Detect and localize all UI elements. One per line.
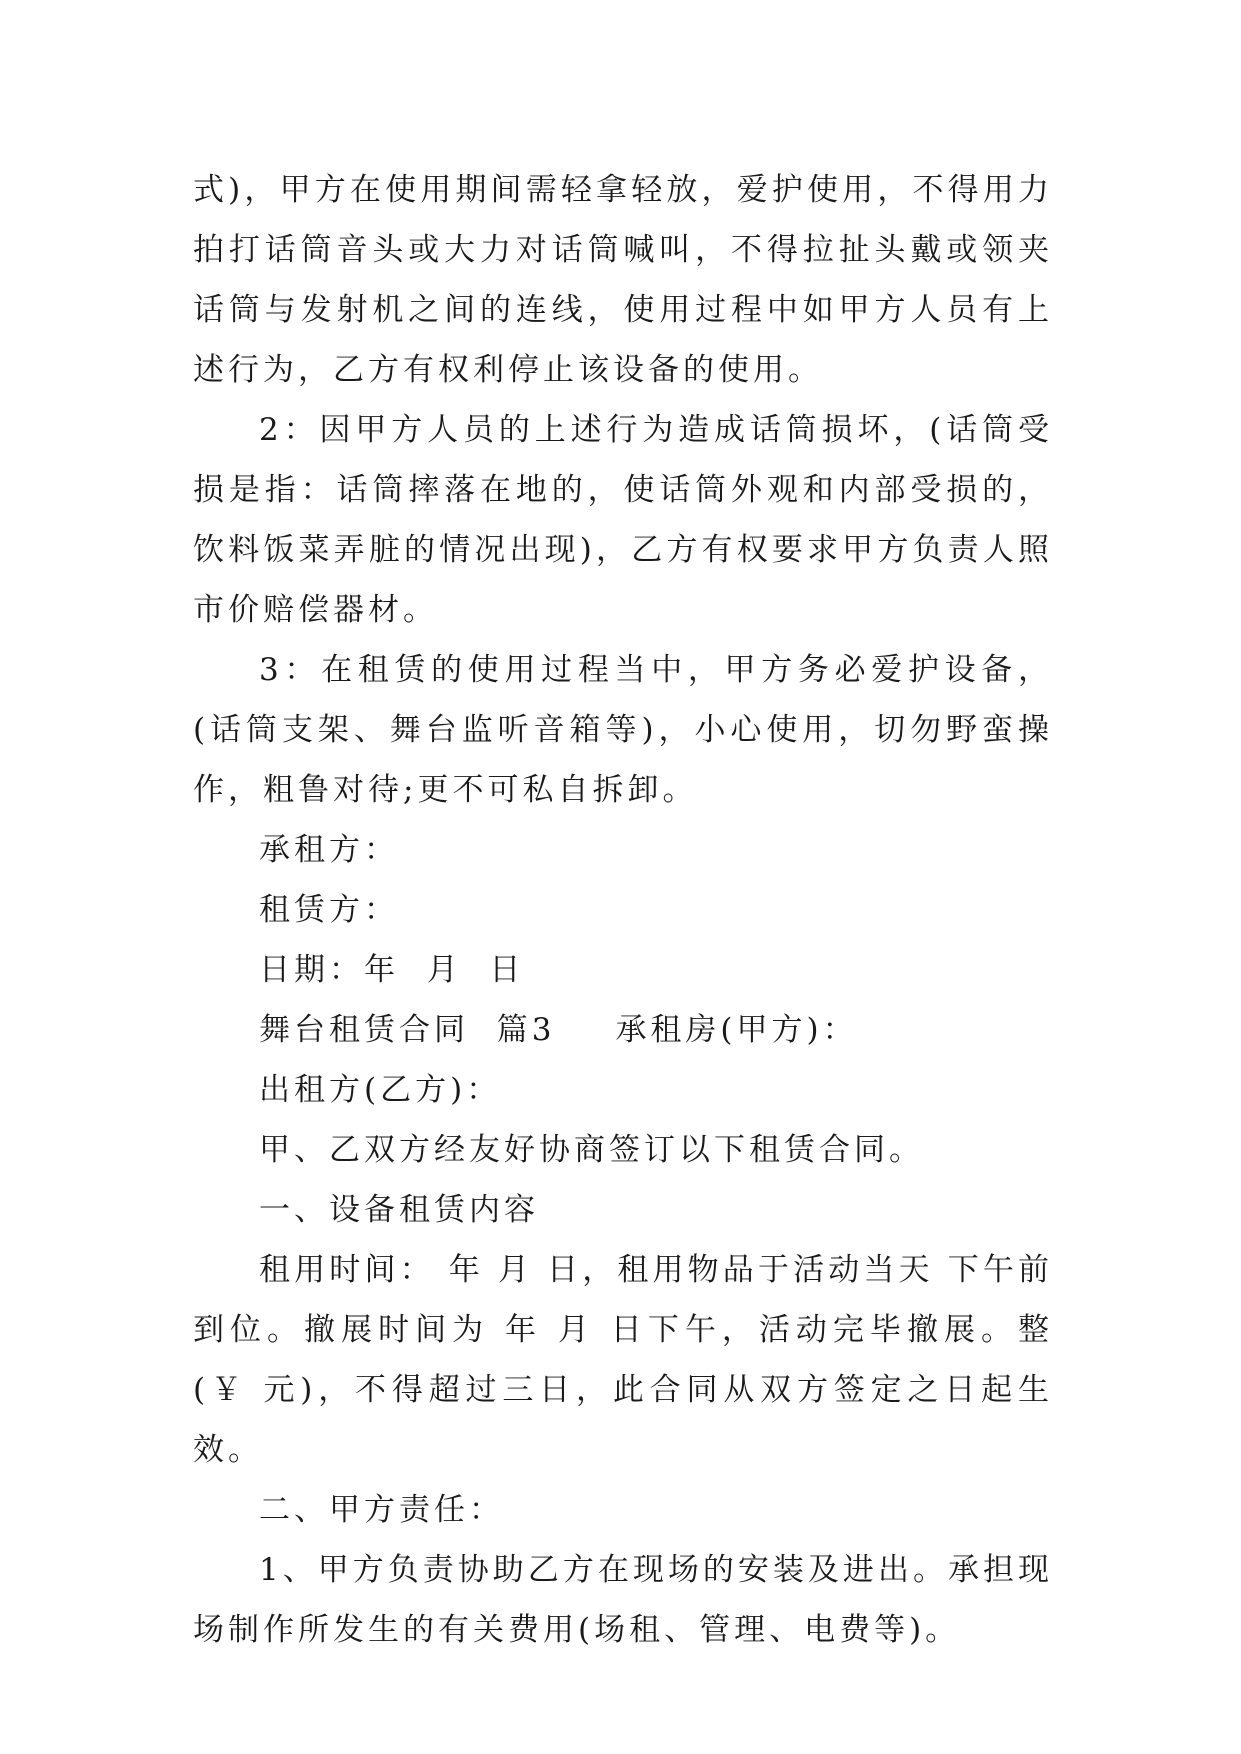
document-page	[193, 160, 1053, 1660]
section-heading-rental-content: 一、设备租赁内容	[259, 1192, 539, 1228]
section-heading-party-a-duties: 二、甲方责任：	[259, 1492, 504, 1528]
paragraph-microphone-usage: 式)，甲方在使用期间需轻拿轻放，爱护使用，不得用力拍打话筒音头或大力对话筒喊叫，不得拉扯头戴或领夹话筒与发射机之间的连线，使用过程中如甲方人员有上述行为，乙方有权利停止该设备的使用。	[193, 172, 1053, 388]
paragraph-clause-3: 3：在租赁的使用过程当中，甲方务必爱护设备，(话筒支架、舞台监听音箱等)，小心使用，切勿野蛮操作，粗鲁对待;更不可私自拆卸。	[193, 652, 1053, 808]
party-b-field: 出租方(乙方)：	[259, 1072, 502, 1108]
contract-heading-line	[193, 1000, 1053, 1060]
agreement-statement: 甲、乙双方经友好协商签订以下租赁合同。	[259, 1132, 924, 1168]
paragraph-rental-time: 租用时间： 年 月 日，租用物品于活动当天 下午前到位。撤展时间为 年 月 日下午，活动完毕撤展。整(￥ 元)，不得超过三日，此合同从双方签定之日起生效。	[193, 1252, 1053, 1468]
paragraph-duty-1: 1、甲方负责协助乙方在现场的安装及进出。承担现场制作所发生的有关费用(场租、管理、电费等)。	[193, 1552, 1053, 1648]
date-field: 日期：年 月 日	[259, 952, 525, 988]
party-a-label: 承租房(甲方)：	[615, 1012, 858, 1048]
document-title: 舞台租赁合同 篇3	[259, 1012, 556, 1048]
lessor-field: 租赁方：	[259, 892, 399, 928]
paragraph-clause-2: 2：因甲方人员的上述行为造成话筒损坏，(话筒受损是指：话筒摔落在地的，使话筒外观和内部受损的，饮料饭菜弄脏的情况出现)，乙方有权要求甲方负责人照市价赔偿器材。	[193, 412, 1053, 628]
lessee-field: 承租方：	[259, 832, 399, 868]
